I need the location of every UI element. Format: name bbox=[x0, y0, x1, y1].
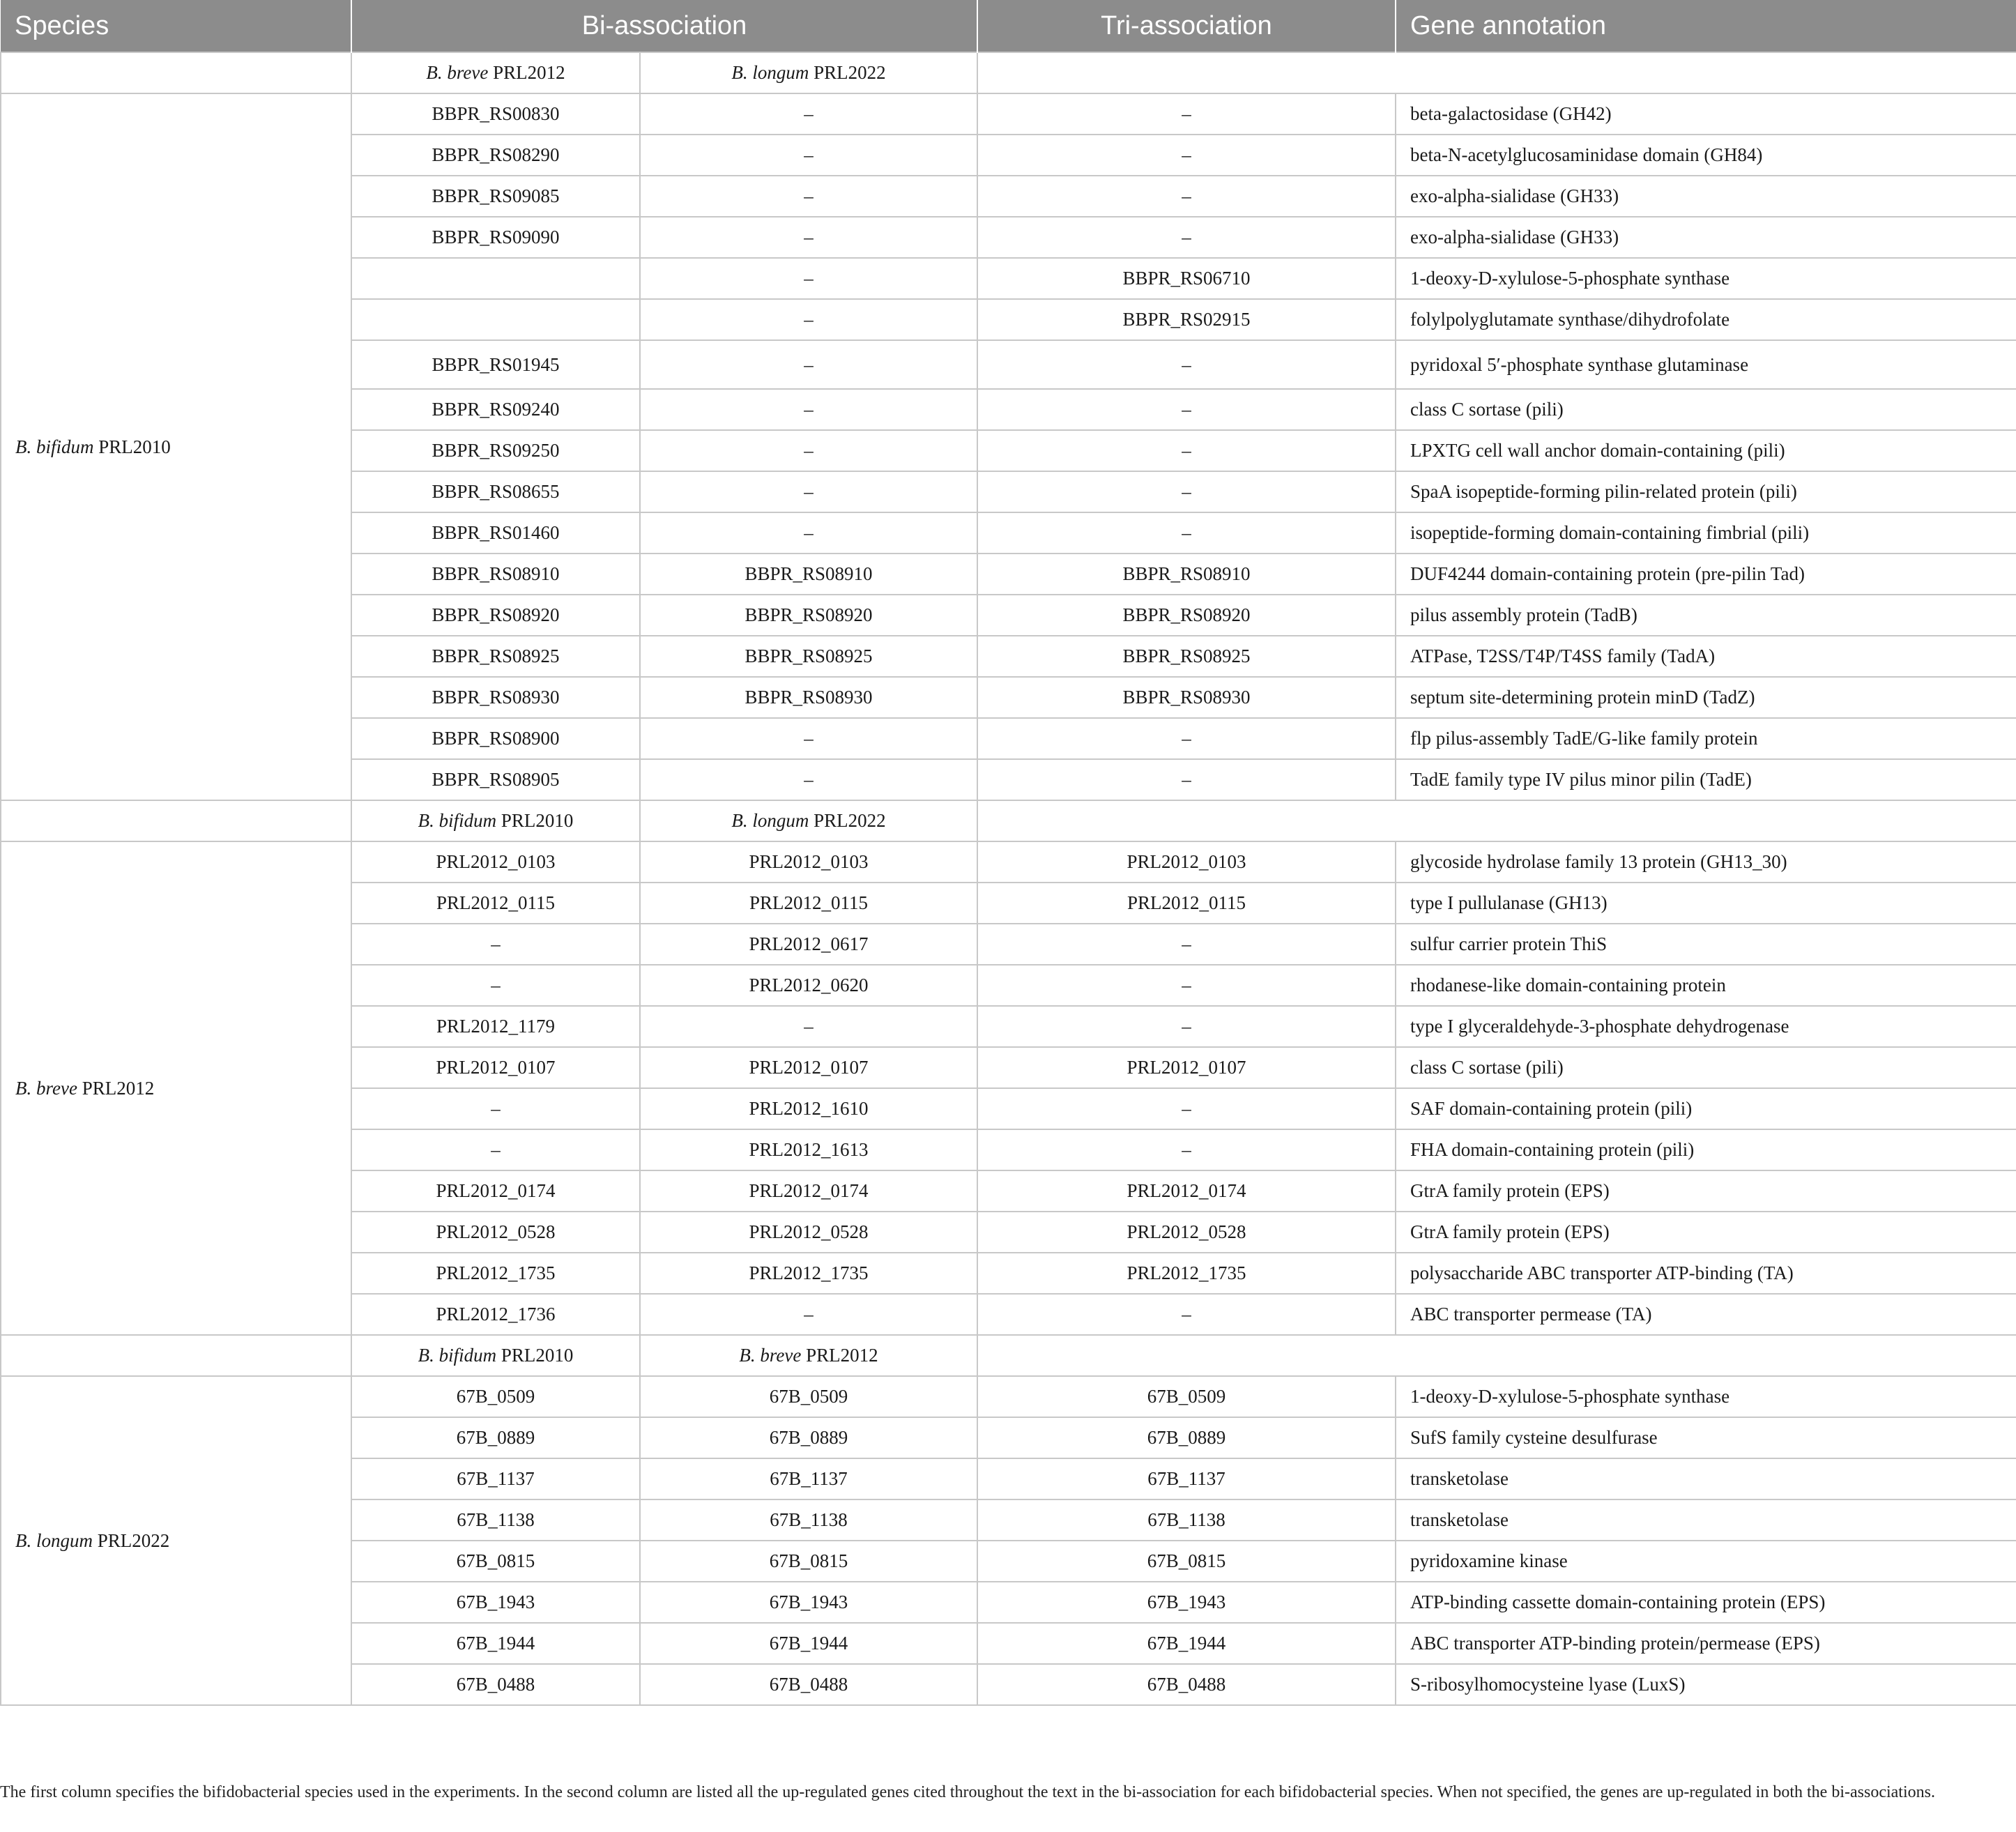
tri-association-gene: 67B_0488 bbox=[977, 1664, 1396, 1705]
gene-annotation: flp pilus-assembly TadE/G-like family protein bbox=[1396, 718, 2016, 759]
bi-association-gene-2: BBPR_RS08930 bbox=[640, 677, 977, 718]
bi-association-gene-2: – bbox=[640, 135, 977, 176]
gene-annotation: DUF4244 domain-containing protein (pre-pilin Tad) bbox=[1396, 554, 2016, 595]
bi-association-gene-2: BBPR_RS08920 bbox=[640, 595, 977, 636]
bi-association-gene-2: PRL2012_1613 bbox=[640, 1129, 977, 1170]
species-cell bbox=[1, 1376, 351, 1705]
bi-association-gene-2: – bbox=[640, 718, 977, 759]
header-species: Species bbox=[1, 0, 351, 52]
bi-association-gene-1: BBPR_RS08910 bbox=[351, 554, 640, 595]
gene-annotation: exo-alpha-sialidase (GH33) bbox=[1396, 217, 2016, 258]
tri-association-gene: – bbox=[977, 176, 1396, 217]
bi-association-gene-1: – bbox=[351, 1088, 640, 1129]
species-strain: PRL2022 bbox=[93, 1529, 170, 1551]
bi-association-gene-1: BBPR_RS01945 bbox=[351, 340, 640, 389]
partner-genus: B. breve bbox=[426, 62, 489, 83]
bi-association-gene-2: PRL2012_0103 bbox=[640, 841, 977, 883]
tri-association-gene: 67B_0509 bbox=[977, 1376, 1396, 1417]
bi-association-gene-1: PRL2012_0174 bbox=[351, 1170, 640, 1212]
bi-association-gene-1: 67B_1944 bbox=[351, 1623, 640, 1664]
gene-annotation: type I pullulanase (GH13) bbox=[1396, 883, 2016, 924]
tri-association-gene: – bbox=[977, 718, 1396, 759]
tri-association-gene: PRL2012_0174 bbox=[977, 1170, 1396, 1212]
table-row bbox=[1, 841, 2016, 883]
bi-association-gene-1: BBPR_RS09085 bbox=[351, 176, 640, 217]
bi-association-gene-1: BBPR_RS09250 bbox=[351, 430, 640, 471]
bi-association-gene-1 bbox=[351, 299, 640, 340]
tri-association-gene: – bbox=[977, 471, 1396, 512]
tri-association-gene: 67B_0815 bbox=[977, 1541, 1396, 1582]
partner-subheader-row bbox=[1, 1335, 2016, 1376]
bi-association-gene-2: PRL2012_0617 bbox=[640, 924, 977, 965]
gene-annotation: transketolase bbox=[1396, 1458, 2016, 1499]
header-tri-association: Tri-association bbox=[977, 0, 1396, 52]
tri-association-gene: PRL2012_0115 bbox=[977, 883, 1396, 924]
tri-association-gene: – bbox=[977, 135, 1396, 176]
bi-association-gene-1: BBPR_RS08930 bbox=[351, 677, 640, 718]
bi-association-gene-2: – bbox=[640, 512, 977, 554]
bi-association-gene-2: – bbox=[640, 1294, 977, 1335]
bi-association-gene-1: PRL2012_1736 bbox=[351, 1294, 640, 1335]
gene-annotation: folylpolyglutamate synthase/dihydrofolate bbox=[1396, 299, 2016, 340]
bi-association-gene-1: 67B_0509 bbox=[351, 1376, 640, 1417]
bi-association-gene-2: – bbox=[640, 217, 977, 258]
gene-annotation: 1-deoxy-D-xylulose-5-phosphate synthase bbox=[1396, 1376, 2016, 1417]
bi-association-gene-1: BBPR_RS08290 bbox=[351, 135, 640, 176]
gene-annotation: TadE family type IV pilus minor pilin (TadE) bbox=[1396, 759, 2016, 800]
bi-association-gene-2: BBPR_RS08910 bbox=[640, 554, 977, 595]
bi-association-gene-2: PRL2012_1610 bbox=[640, 1088, 977, 1129]
bi-association-gene-2: – bbox=[640, 389, 977, 430]
partner-strain: PRL2010 bbox=[496, 1345, 574, 1366]
gene-annotation: transketolase bbox=[1396, 1499, 2016, 1541]
gene-annotation: polysaccharide ABC transporter ATP-binding (TA) bbox=[1396, 1253, 2016, 1294]
species-genus: B. breve bbox=[15, 1077, 77, 1099]
partner-subheader-row bbox=[1, 52, 2016, 93]
tri-association-gene: – bbox=[977, 93, 1396, 135]
bi-association-gene-2: – bbox=[640, 759, 977, 800]
species-genus: B. longum bbox=[15, 1529, 93, 1551]
bi-association-gene-2: 67B_0889 bbox=[640, 1417, 977, 1458]
tri-association-gene: 67B_1944 bbox=[977, 1623, 1396, 1664]
table-header bbox=[1, 0, 2016, 52]
bi-association-gene-2: – bbox=[640, 176, 977, 217]
bi-association-gene-1: – bbox=[351, 965, 640, 1006]
bi-association-gene-1: PRL2012_0103 bbox=[351, 841, 640, 883]
gene-annotation: SufS family cysteine desulfurase bbox=[1396, 1417, 2016, 1458]
partner-species-label bbox=[351, 800, 640, 841]
bi-association-gene-2: PRL2012_0107 bbox=[640, 1047, 977, 1088]
tri-association-gene: – bbox=[977, 965, 1396, 1006]
partner-genus: B. bifidum bbox=[418, 1345, 497, 1366]
partner-strain: PRL2012 bbox=[488, 62, 565, 83]
bi-association-gene-1: 67B_1138 bbox=[351, 1499, 640, 1541]
header-gene-annotation: Gene annotation bbox=[1396, 0, 2016, 52]
tri-association-gene: – bbox=[977, 1088, 1396, 1129]
gene-annotation: ATP-binding cassette domain-containing protein (EPS) bbox=[1396, 1582, 2016, 1623]
table-body bbox=[1, 52, 2016, 1705]
table-footnote: The first column specifies the bifidobacterial species used in the experiments. In the second column are listed all the up-regulated genes cited throughout the text in the bi-association for each bifidobacterial species. When not specified, the genes are up-regulated in both the bi-associations. bbox=[0, 1783, 1935, 1801]
bi-association-gene-1: 67B_1137 bbox=[351, 1458, 640, 1499]
species-strain: PRL2012 bbox=[77, 1077, 155, 1099]
tri-association-gene: BBPR_RS08910 bbox=[977, 554, 1396, 595]
gene-annotation: S-ribosylhomocysteine lyase (LuxS) bbox=[1396, 1664, 2016, 1705]
bi-association-gene-2: PRL2012_0620 bbox=[640, 965, 977, 1006]
partner-strain: PRL2022 bbox=[809, 810, 886, 831]
table-row bbox=[1, 93, 2016, 135]
bi-association-gene-1: BBPR_RS08900 bbox=[351, 718, 640, 759]
bi-association-gene-1: – bbox=[351, 924, 640, 965]
species-cell bbox=[1, 841, 351, 1335]
bi-association-gene-2: – bbox=[640, 1006, 977, 1047]
bi-association-gene-2: 67B_0509 bbox=[640, 1376, 977, 1417]
gene-annotation: pilus assembly protein (TadB) bbox=[1396, 595, 2016, 636]
bi-association-gene-1: BBPR_RS08655 bbox=[351, 471, 640, 512]
blank-cell bbox=[977, 1335, 2016, 1376]
tri-association-gene: BBPR_RS08920 bbox=[977, 595, 1396, 636]
bi-association-gene-1: BBPR_RS08905 bbox=[351, 759, 640, 800]
gene-annotation: beta-galactosidase (GH42) bbox=[1396, 93, 2016, 135]
gene-annotation: ABC transporter ATP-binding protein/permease (EPS) bbox=[1396, 1623, 2016, 1664]
partner-strain: PRL2012 bbox=[801, 1345, 878, 1366]
gene-annotation: beta-N-acetylglucosaminidase domain (GH84) bbox=[1396, 135, 2016, 176]
gene-annotation: GtrA family protein (EPS) bbox=[1396, 1170, 2016, 1212]
tri-association-gene: BBPR_RS02915 bbox=[977, 299, 1396, 340]
tri-association-gene: BBPR_RS08925 bbox=[977, 636, 1396, 677]
tri-association-gene: – bbox=[977, 759, 1396, 800]
tri-association-gene: BBPR_RS08930 bbox=[977, 677, 1396, 718]
bi-association-gene-2: 67B_1944 bbox=[640, 1623, 977, 1664]
bi-association-gene-2: 67B_1137 bbox=[640, 1458, 977, 1499]
bi-association-gene-1: PRL2012_1179 bbox=[351, 1006, 640, 1047]
header-bi-association: Bi-association bbox=[351, 0, 977, 52]
tri-association-gene: – bbox=[977, 924, 1396, 965]
bi-association-gene-2: – bbox=[640, 258, 977, 299]
gene-annotation: pyridoxamine kinase bbox=[1396, 1541, 2016, 1582]
gene-annotation: class C sortase (pili) bbox=[1396, 1047, 2016, 1088]
bi-association-gene-1: 67B_0815 bbox=[351, 1541, 640, 1582]
tri-association-gene: 67B_1138 bbox=[977, 1499, 1396, 1541]
tri-association-gene: PRL2012_0103 bbox=[977, 841, 1396, 883]
bi-association-gene-1: BBPR_RS08925 bbox=[351, 636, 640, 677]
bi-association-gene-1: BBPR_RS08920 bbox=[351, 595, 640, 636]
gene-annotation: glycoside hydrolase family 13 protein (GH13_30) bbox=[1396, 841, 2016, 883]
tri-association-gene: 67B_1137 bbox=[977, 1458, 1396, 1499]
bi-association-gene-2: PRL2012_0115 bbox=[640, 883, 977, 924]
tri-association-gene: – bbox=[977, 1006, 1396, 1047]
bi-association-gene-1: 67B_0889 bbox=[351, 1417, 640, 1458]
partner-species-label bbox=[640, 1335, 977, 1376]
bi-association-gene-2: PRL2012_1735 bbox=[640, 1253, 977, 1294]
blank-cell bbox=[1, 800, 351, 841]
bi-association-gene-2: – bbox=[640, 340, 977, 389]
partner-genus: B. longum bbox=[731, 810, 809, 831]
tri-association-gene: – bbox=[977, 340, 1396, 389]
tri-association-gene: PRL2012_1735 bbox=[977, 1253, 1396, 1294]
bi-association-gene-2: PRL2012_0528 bbox=[640, 1212, 977, 1253]
tri-association-gene: – bbox=[977, 430, 1396, 471]
gene-annotation: type I glyceraldehyde-3-phosphate dehydrogenase bbox=[1396, 1006, 2016, 1047]
bi-association-gene-1: PRL2012_0107 bbox=[351, 1047, 640, 1088]
gene-annotation: SpaA isopeptide-forming pilin-related protein (pili) bbox=[1396, 471, 2016, 512]
tri-association-gene: PRL2012_0107 bbox=[977, 1047, 1396, 1088]
bi-association-gene-2: PRL2012_0174 bbox=[640, 1170, 977, 1212]
tri-association-gene: 67B_1943 bbox=[977, 1582, 1396, 1623]
bi-association-gene-2: 67B_1943 bbox=[640, 1582, 977, 1623]
bi-association-gene-1: PRL2012_1735 bbox=[351, 1253, 640, 1294]
bi-association-gene-1: PRL2012_0528 bbox=[351, 1212, 640, 1253]
partner-species-label bbox=[351, 52, 640, 93]
tri-association-gene: – bbox=[977, 217, 1396, 258]
partner-species-label bbox=[351, 1335, 640, 1376]
tri-association-gene: 67B_0889 bbox=[977, 1417, 1396, 1458]
bi-association-gene-2: – bbox=[640, 299, 977, 340]
bi-association-gene-1: BBPR_RS09090 bbox=[351, 217, 640, 258]
bi-association-gene-1: BBPR_RS01460 bbox=[351, 512, 640, 554]
gene-annotation: sulfur carrier protein ThiS bbox=[1396, 924, 2016, 965]
partner-species-label bbox=[640, 800, 977, 841]
blank-cell bbox=[1, 52, 351, 93]
tri-association-gene: – bbox=[977, 512, 1396, 554]
tri-association-gene: – bbox=[977, 389, 1396, 430]
bi-association-gene-2: 67B_1138 bbox=[640, 1499, 977, 1541]
partner-strain: PRL2010 bbox=[496, 810, 574, 831]
bi-association-gene-2: BBPR_RS08925 bbox=[640, 636, 977, 677]
species-cell bbox=[1, 93, 351, 800]
tri-association-gene: PRL2012_0528 bbox=[977, 1212, 1396, 1253]
partner-subheader-row bbox=[1, 800, 2016, 841]
partner-genus: B. bifidum bbox=[418, 810, 497, 831]
blank-cell bbox=[977, 52, 2016, 93]
bi-association-gene-2: 67B_0488 bbox=[640, 1664, 977, 1705]
bi-association-gene-2: – bbox=[640, 93, 977, 135]
bi-association-gene-1: BBPR_RS09240 bbox=[351, 389, 640, 430]
gene-annotation: ATPase, T2SS/T4P/T4SS family (TadA) bbox=[1396, 636, 2016, 677]
bi-association-gene-1 bbox=[351, 258, 640, 299]
gene-annotation: class C sortase (pili) bbox=[1396, 389, 2016, 430]
tri-association-gene: BBPR_RS06710 bbox=[977, 258, 1396, 299]
tri-association-gene: – bbox=[977, 1294, 1396, 1335]
species-genus: B. bifidum bbox=[15, 436, 94, 457]
gene-annotation: isopeptide-forming domain-containing fimbrial (pili) bbox=[1396, 512, 2016, 554]
bi-association-gene-1: 67B_0488 bbox=[351, 1664, 640, 1705]
species-strain: PRL2010 bbox=[93, 436, 171, 457]
gene-annotation: 1-deoxy-D-xylulose-5-phosphate synthase bbox=[1396, 258, 2016, 299]
gene-annotation: ABC transporter permease (TA) bbox=[1396, 1294, 2016, 1335]
gene-annotation: pyridoxal 5′-phosphate synthase glutaminase bbox=[1396, 340, 2016, 389]
gene-annotation: septum site-determining protein minD (TadZ) bbox=[1396, 677, 2016, 718]
header-row bbox=[1, 0, 2016, 52]
bi-association-gene-2: – bbox=[640, 430, 977, 471]
bi-association-gene-1: PRL2012_0115 bbox=[351, 883, 640, 924]
bi-association-gene-1: 67B_1943 bbox=[351, 1582, 640, 1623]
gene-annotation: LPXTG cell wall anchor domain-containing (pili) bbox=[1396, 430, 2016, 471]
bi-association-gene-2: – bbox=[640, 471, 977, 512]
table-row bbox=[1, 1376, 2016, 1417]
gene-annotation: rhodanese-like domain-containing protein bbox=[1396, 965, 2016, 1006]
bi-association-gene-1: – bbox=[351, 1129, 640, 1170]
gene-annotation: exo-alpha-sialidase (GH33) bbox=[1396, 176, 2016, 217]
gene-annotation: GtrA family protein (EPS) bbox=[1396, 1212, 2016, 1253]
partner-strain: PRL2022 bbox=[809, 62, 886, 83]
tri-association-gene: – bbox=[977, 1129, 1396, 1170]
gene-annotation: SAF domain-containing protein (pili) bbox=[1396, 1088, 2016, 1129]
partner-genus: B. breve bbox=[739, 1345, 802, 1366]
partner-species-label bbox=[640, 52, 977, 93]
partner-genus: B. longum bbox=[731, 62, 809, 83]
blank-cell bbox=[1, 1335, 351, 1376]
bi-association-gene-1: BBPR_RS00830 bbox=[351, 93, 640, 135]
bi-association-gene-2: 67B_0815 bbox=[640, 1541, 977, 1582]
gene-annotation: FHA domain-containing protein (pili) bbox=[1396, 1129, 2016, 1170]
blank-cell bbox=[977, 800, 2016, 841]
